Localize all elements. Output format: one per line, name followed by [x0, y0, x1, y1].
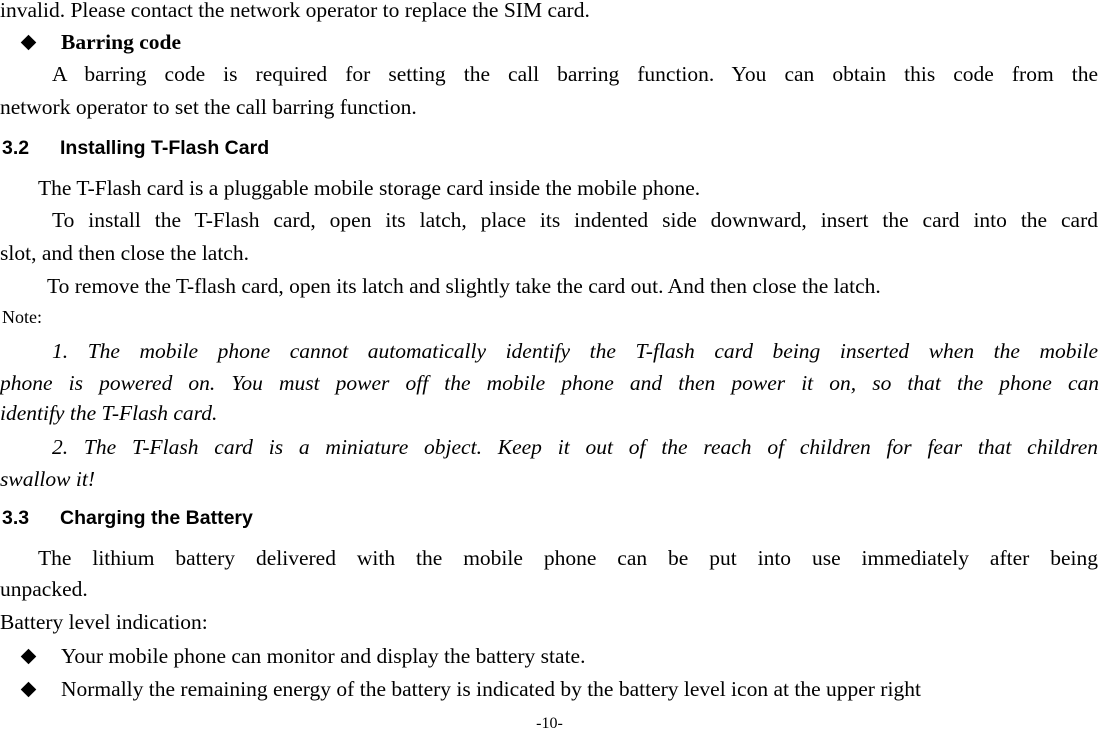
barring-paragraph-line-2: network operator to set the call barring function. [0, 95, 417, 119]
note-1-line-1: 1. The mobile phone cannot automatically identify the T-flash card being inserted when the mobile [52, 339, 1098, 363]
bullet-text: Normally the remaining energy of the battery is indicated by the battery level icon at the upper right [61, 677, 921, 701]
bullet-barring-code [20, 29, 181, 55]
note-label: Note: [2, 307, 42, 327]
section-title: Charging the Battery [60, 507, 253, 529]
tflash-paragraph-1: The T-Flash card is a pluggable mobile storage card inside the mobile phone. [38, 176, 701, 200]
section-number: 3.2 [2, 137, 30, 159]
page-number: -10- [536, 715, 563, 732]
diamond-bullet-icon [21, 648, 37, 664]
barring-paragraph-line-1: A barring code is required for setting the call barring function. You can obtain this code from the [52, 62, 1098, 86]
battery-paragraph-line-1: The lithium battery delivered with the mobile phone can be put into use immediately after being [38, 546, 1098, 570]
bullet-text: Your mobile phone can monitor and display the battery state. [61, 644, 586, 668]
diamond-bullet-icon [21, 681, 37, 697]
section-heading-3-3 [2, 506, 253, 530]
tflash-paragraph-2-line-1: To install the T-Flash card, open its latch, place its indented side downward, insert the card into the card [52, 208, 1098, 232]
tflash-paragraph-3: To remove the T-flash card, open its latch and slightly take the card out. And then close the latch. [47, 274, 881, 298]
bullet-battery-icon [20, 676, 1098, 702]
barring-code-title: Barring code [61, 30, 182, 54]
bullet-battery-monitor [20, 643, 585, 669]
section-title: Installing T-Flash Card [60, 137, 270, 159]
section-heading-3-2 [2, 136, 269, 160]
diamond-bullet-icon [21, 34, 37, 50]
tflash-paragraph-2-line-2: slot, and then close the latch. [0, 241, 249, 265]
note-1-line-2: phone is powered on. You must power off the mobile phone and then power it on, so that the phone can [0, 371, 1099, 395]
note-2-line-2: swallow it! [0, 467, 95, 491]
battery-paragraph-line-2: unpacked. [0, 577, 88, 601]
section-number: 3.3 [2, 507, 30, 529]
battery-level-label: Battery level indication: [0, 610, 208, 634]
note-2-line-1: 2. The T-Flash card is a miniature object. Keep it out of the reach of children for fear that children [52, 435, 1098, 459]
text-line-sim-invalid: invalid. Please contact the network operator to replace the SIM card. [0, 0, 590, 22]
note-1-line-3: identify the T-Flash card. [0, 401, 218, 425]
